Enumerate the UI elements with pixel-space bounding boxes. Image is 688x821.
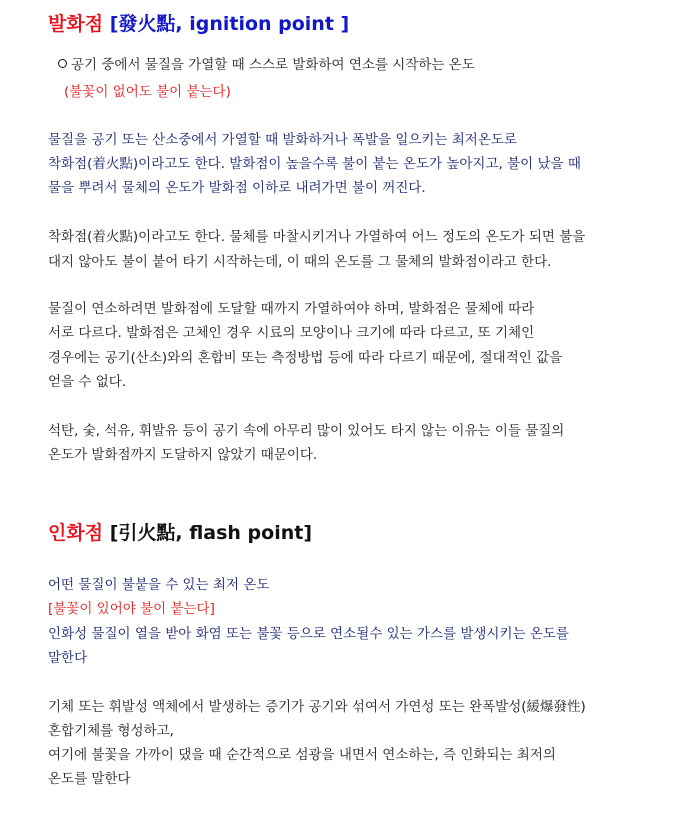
paragraph-line: 대지 않아도 불이 붙어 타기 시작하는데, 이 때의 온도를 그 물체의 발화점이라고 한다. (48, 254, 552, 270)
paragraph-line: 착화점(着火點)이라고도 한다. 물체를 마찰시키거나 가열하여 어느 정도의 온도가 되면 불을 (48, 229, 586, 245)
paragraph-line: 온도를 말한다 (48, 771, 131, 787)
paragraph-line: 온도가 발화점까지 도달하지 않았기 때문이다. (48, 447, 318, 463)
title-main: 발화점 (48, 13, 104, 35)
paragraph-line: 착화점(着火點)이라고도 한다. 발화점이 높을수록 불이 붙는 온도가 높아지고, 불이 났을 때 (48, 156, 581, 172)
note-needs-flame: [불꽃이 있어야 불이 붙는다] (48, 601, 215, 617)
paragraph-line: 물을 뿌려서 물체의 온도가 발화점 이하로 내려가면 불이 꺼진다. (48, 180, 426, 196)
paragraph-line: 여기에 불꽃을 가까이 댔을 때 순간적으로 섬광을 내면서 연소하는, 즉 인화되는 최저의 (48, 747, 556, 763)
paragraph-line: 기체 또는 휘발성 액체에서 발생하는 증기가 공기와 섞여서 가연성 또는 완폭발성(緩爆發性) (48, 699, 586, 715)
paragraph-line: 경우에는 공기(산소)와의 혼합비 또는 측정방법 등에 따라 다르기 때문에, 절대적인 값을 (48, 350, 563, 366)
paragraph-line: 혼합기체를 형성하고, (48, 723, 174, 739)
bullet-circle-icon (58, 59, 67, 68)
section-title-ignition-point (48, 11, 349, 37)
title-bracket: [發火點, ignition point ] (109, 13, 350, 35)
paragraph-line: 인화성 물질이 열을 받아 화염 또는 불꽃 등으로 연소될수 있는 가스를 발생시키는 온도를 (48, 626, 569, 642)
section-title-flash-point (48, 520, 312, 546)
paragraph-line: 물질을 공기 또는 산소중에서 가열할 때 발화하거나 폭발을 일으키는 최저온도로 (48, 132, 517, 148)
paragraph-line: 말한다 (48, 650, 88, 666)
paragraph-line: 서로 다르다. 발화점은 고체인 경우 시료의 모양이나 크기에 따라 다르고, 또 기체인 (48, 325, 535, 341)
paragraph-line: 물질이 연소하려면 발화점에 도달할 때까지 가열하여야 하며, 발화점은 물체에 따라 (48, 301, 535, 317)
note-no-flame: (불꽃이 없어도 불이 붙는다) (64, 84, 231, 100)
definition-bullet (58, 56, 475, 74)
paragraph-line: 얻을 수 없다. (48, 374, 127, 390)
paragraph-line: 석탄, 숯, 석유, 휘발유 등이 공기 속에 아무리 많이 있어도 타지 않는 이유는 이들 물질의 (48, 423, 565, 439)
title-bracket: [引火點, flash point] (109, 522, 313, 544)
bullet-text: 공기 중에서 물질을 가열할 때 스스로 발화하여 연소를 시작하는 온도 (71, 57, 475, 73)
title-main: 인화점 (48, 522, 104, 544)
definition-line: 어떤 물질이 불붙을 수 있는 최저 온도 (48, 577, 270, 593)
